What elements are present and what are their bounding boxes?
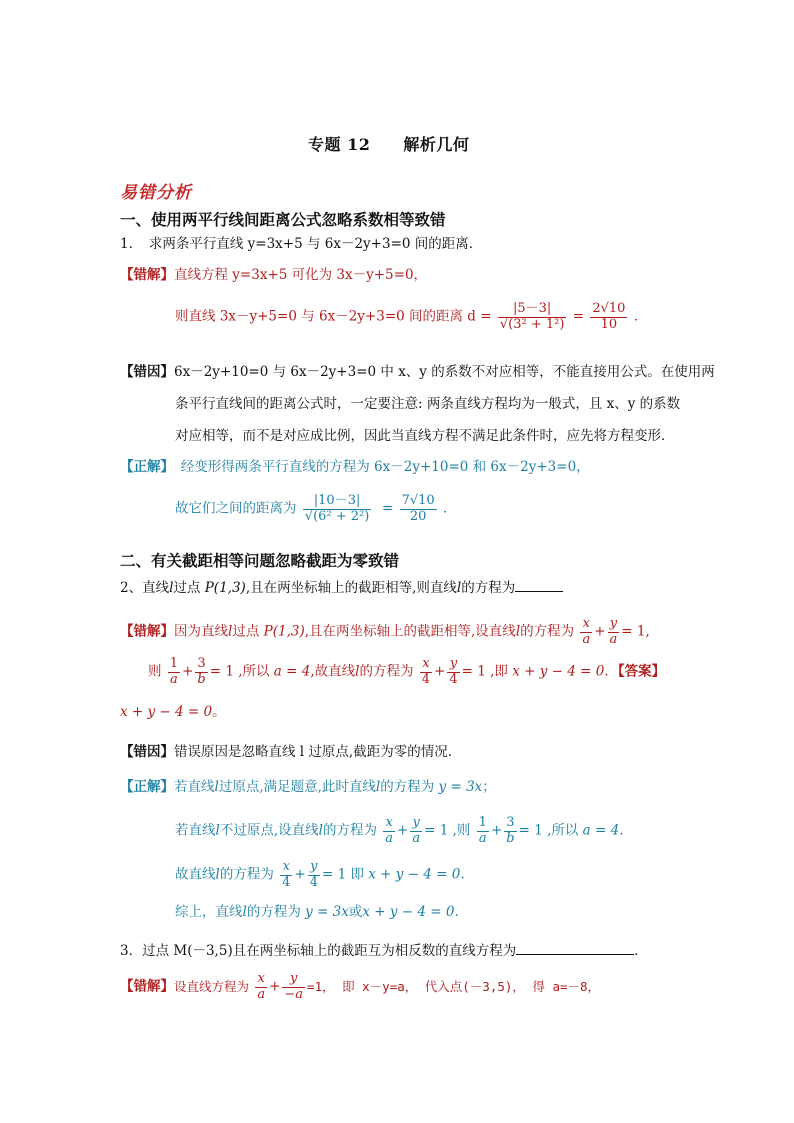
frac-den: 10 xyxy=(600,316,618,332)
p2-zhengjie-line1: 【正解】若直线l过原点,满足题意,此时直线l的方程为 y = 3x； xyxy=(120,779,496,795)
p2-answer-line: x + y − 4 = 0。 xyxy=(120,704,226,720)
p2-cuojie-line1: 【错解】因为直线l过点 P(1,3),且在两坐标轴上的截距相等,设直线l的方程为 $\frac{x}{a}$ + $\frac{y}{a}$ = 1, xyxy=(120,616,650,647)
frac-num: 7√10 xyxy=(401,493,435,508)
p1-cuojie-distance: 则直线 3x－y+5=0 与 6x－2y+3=0 间的距离 d = $\frac{|5-3|}{\text{√(3² + 1²)}}$ = $\frac{2√10}{10}$ ． xyxy=(175,301,648,332)
p1-frac-3 xyxy=(303,494,372,525)
frac-den: 20 xyxy=(409,508,427,524)
p1-cuoyin-text-1: 6x－2y+10=0 与 6x－2y+3=0 中 x、y 的系数不对应相等，不能直接用公式。在使用两 xyxy=(174,364,715,380)
frac-x-4: $\frac{x}{4}$ xyxy=(421,656,431,687)
p2-zhengjie-line3: 故直线l的方程为 $\frac{x}{4}$ + $\frac{y}{4}$ = 1 即 x + y − 4 = 0. xyxy=(175,859,465,890)
problem-2-question: 2、直线l过点 P(1,3),且在两坐标轴上的截距相等,则直线l的方程为 xyxy=(120,579,563,596)
frac-num: |10－3| xyxy=(303,494,372,510)
zhengjie-tag: 【正解】 xyxy=(120,459,168,475)
frac-y-a: $\frac{y}{a}$ xyxy=(609,616,618,647)
section-label: 易错分析 xyxy=(120,183,192,203)
problem-1-question: 1． 求两条平行直线 y=3x+5 与 6x－2y+3=0 间的距离． xyxy=(120,236,483,252)
heading-1: 一、使用两平行线间距离公式忽略系数相等致错 xyxy=(120,210,446,229)
p1-frac-4 xyxy=(400,494,437,525)
p1-zhengjie-text: 经变形得两条平行直线的方程为 6x－2y+10=0 和 6x－2y+3=0， xyxy=(167,459,590,475)
p1-cuoyin-line2: 条平行直线间的距离公式时，一定要注意: 两条直线方程均为一般式，且 x、y 的系数 xyxy=(175,396,681,412)
period: ． xyxy=(442,500,457,517)
cuoyin-tag: 【错因】 xyxy=(120,364,174,380)
cuojie-tag: 【错解】 xyxy=(120,267,174,283)
p3-cuojie: 【错解】设直线方程为 $\frac{x}{a}$ + $\frac{y}{-a}$ =1， 即 x－y=a， 代入点(－3,5)， 得 a=－8， xyxy=(120,971,601,1002)
p1-cuojie-text: 直线方程 y=3x+5 可化为 3x－y+5=0， xyxy=(174,267,428,283)
frac-x-a: $\frac{x}{a}$ xyxy=(582,616,591,647)
p1-distance-label: 则直线 3x－y+5=0 与 6x－2y+3=0 间的距离 d = xyxy=(175,308,492,325)
p1-cuojie xyxy=(120,269,427,283)
answer-blank xyxy=(516,942,634,955)
frac-3-b: $\frac{3}{b}$ xyxy=(197,656,206,687)
frac-num: |5－3| xyxy=(498,302,567,318)
p2-zhengjie-line2: 若直线l不过原点,设直线l的方程为 $\frac{x}{a}$ + $\frac{y}{a}$ = 1 ,则 $\frac{1}{a}$ + $\frac{3}{b}$ = 1 ,所以 a = 4. xyxy=(175,815,624,846)
p1-zhengjie-distance: 故它们之间的距离为 $\frac{|10-3|}{\text{√(6² + 2²)}}$ = $\frac{7√10}{20}$ ． xyxy=(175,493,457,524)
frac-den: √(6² + 2²) xyxy=(304,508,370,524)
p1-frac-2 xyxy=(590,302,627,333)
heading-2: 二、有关截距相等问题忽略截距为零致错 xyxy=(120,551,400,570)
p2-cuojie-line2: 则 $\frac{1}{a}$ + $\frac{3}{b}$ = 1 ,所以 a = 4,故直线l的方程为 $\frac{x}{4}$ + $\frac{y}{4}$ = 1 ,即 x + y − 4 = 0．【答案】 xyxy=(148,656,666,687)
frac-num: 2√10 xyxy=(592,301,626,316)
frac-y-4: $\frac{y}{4}$ xyxy=(449,656,458,687)
page-title: 专题 12 解析几何 xyxy=(308,135,470,154)
problem-3-question: 3．过点 M(－3,5)且在两坐标轴上的截距互为相反数的直线方程为 ． xyxy=(120,943,648,959)
frac-den: √(3² + 1²) xyxy=(499,316,565,332)
p1-cuoyin-line1 xyxy=(120,366,715,380)
period: ． xyxy=(633,308,648,325)
answer-blank xyxy=(515,579,563,592)
frac-1-a: $\frac{1}{a}$ xyxy=(169,656,179,687)
p1-zhengjie xyxy=(120,461,590,475)
p1-zj-label: 故它们之间的距离为 xyxy=(175,500,297,517)
p2-zhengjie-line4: 综上，直线l的方程为 y = 3x或x + y − 4 = 0. xyxy=(175,904,459,920)
p1-cuoyin-line3: 对应相等，而不是对应成比例，因此当直线方程不满足此条件时，应先将方程变形． xyxy=(175,428,675,444)
p1-frac-1 xyxy=(498,302,567,333)
p2-cuoyin: 【错因】错误原因是忽略直线 l 过原点,截距为零的情况. xyxy=(120,744,452,760)
